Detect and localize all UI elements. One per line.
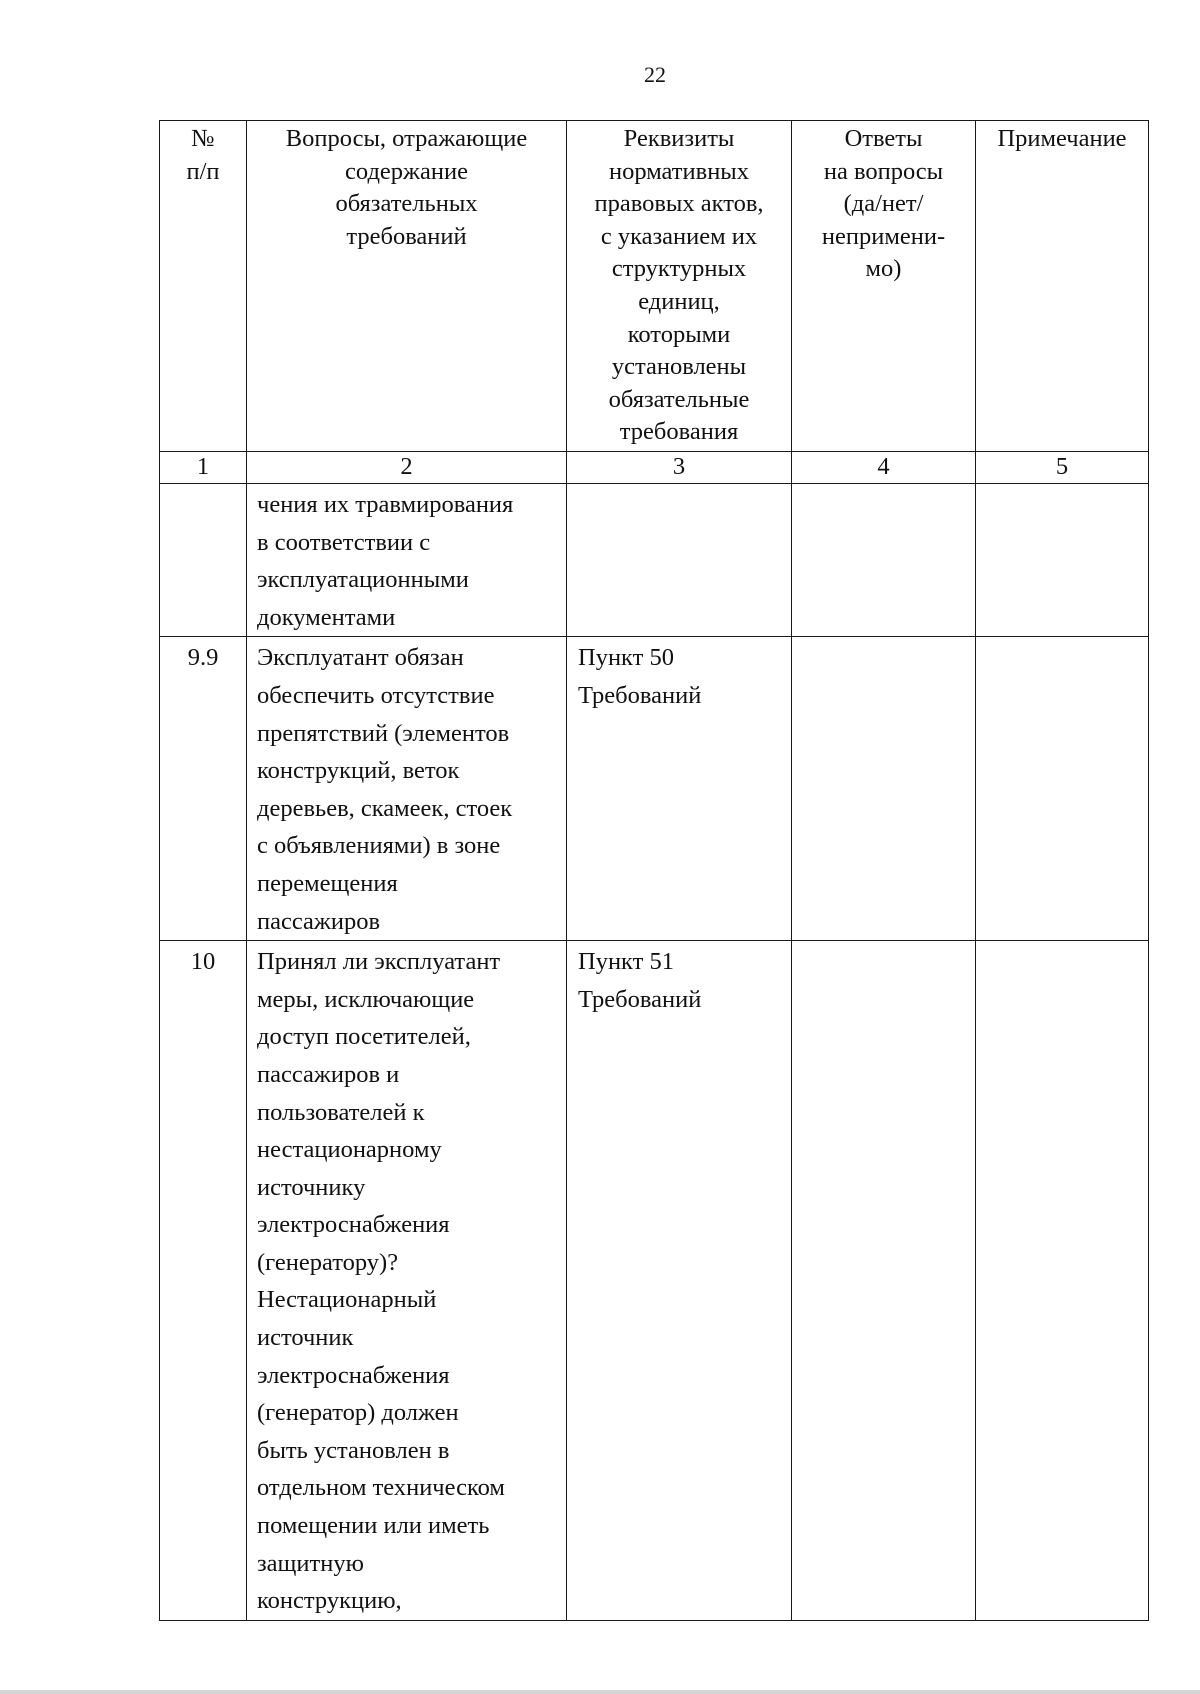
answer-cell[interactable] bbox=[792, 941, 976, 1621]
reference-text: Пункт 51 Требований bbox=[567, 941, 792, 1621]
row-number: 9.9 bbox=[160, 637, 247, 941]
row-number bbox=[160, 484, 247, 637]
row-number: 10 bbox=[160, 941, 247, 1621]
column-number: 3 bbox=[567, 452, 792, 484]
question-text: Принял ли эксплуатант меры, исключающие доступ посетителей, пассажиров и пользователей к нестационарному источнику электроснабжения (генератору)? Нестационарный источник электроснабжения (генератор) должен быть установлен в отдельном техническом помещении или иметь защитную конструкцию, bbox=[247, 941, 567, 1621]
table-header-row bbox=[160, 121, 1149, 452]
note-cell[interactable] bbox=[976, 637, 1149, 941]
question-text: чения их травмирования в соответствии с эксплуатационными документами bbox=[247, 484, 567, 637]
header-answers-label: Ответы на вопросы (да/нет/ непримени- мо) bbox=[821, 125, 946, 283]
column-number: 5 bbox=[976, 452, 1149, 484]
table-row bbox=[160, 941, 1149, 1621]
header-cell-note bbox=[976, 121, 1149, 452]
header-cell-references bbox=[567, 121, 792, 452]
answer-cell[interactable] bbox=[792, 637, 976, 941]
column-number-row bbox=[160, 452, 1149, 484]
header-references-label: Реквизиты нормативных правовых актов, с указанием их структурных единиц, которыми установлены обязательные требования bbox=[594, 125, 764, 446]
answer-cell[interactable] bbox=[792, 484, 976, 637]
reference-text bbox=[567, 484, 792, 637]
note-cell[interactable] bbox=[976, 941, 1149, 1621]
column-number: 2 bbox=[247, 452, 567, 484]
column-number: 4 bbox=[792, 452, 976, 484]
checklist-table bbox=[159, 120, 1149, 1621]
header-note-label: Примечание bbox=[997, 125, 1127, 152]
question-text: Эксплуатант обязан обеспечить отсутствие препятствий (элементов конструкций, веток деревьев, скамеек, стоек с объявлениями) в зоне перемещения пассажиров bbox=[247, 637, 567, 941]
page-number: 22 bbox=[644, 62, 666, 87]
header-cell-number bbox=[160, 121, 247, 452]
reference-text: Пункт 50 Требований bbox=[567, 637, 792, 941]
table-row bbox=[160, 637, 1149, 941]
table-row bbox=[160, 484, 1149, 637]
header-questions-label: Вопросы, отражающие содержание обязательных требований bbox=[285, 125, 528, 250]
note-cell[interactable] bbox=[976, 484, 1149, 637]
header-cell-answers bbox=[792, 121, 976, 452]
column-number: 1 bbox=[160, 452, 247, 484]
scan-bottom-edge bbox=[0, 1690, 1200, 1694]
header-number-label: № п/п bbox=[186, 125, 220, 185]
header-cell-questions bbox=[247, 121, 567, 452]
